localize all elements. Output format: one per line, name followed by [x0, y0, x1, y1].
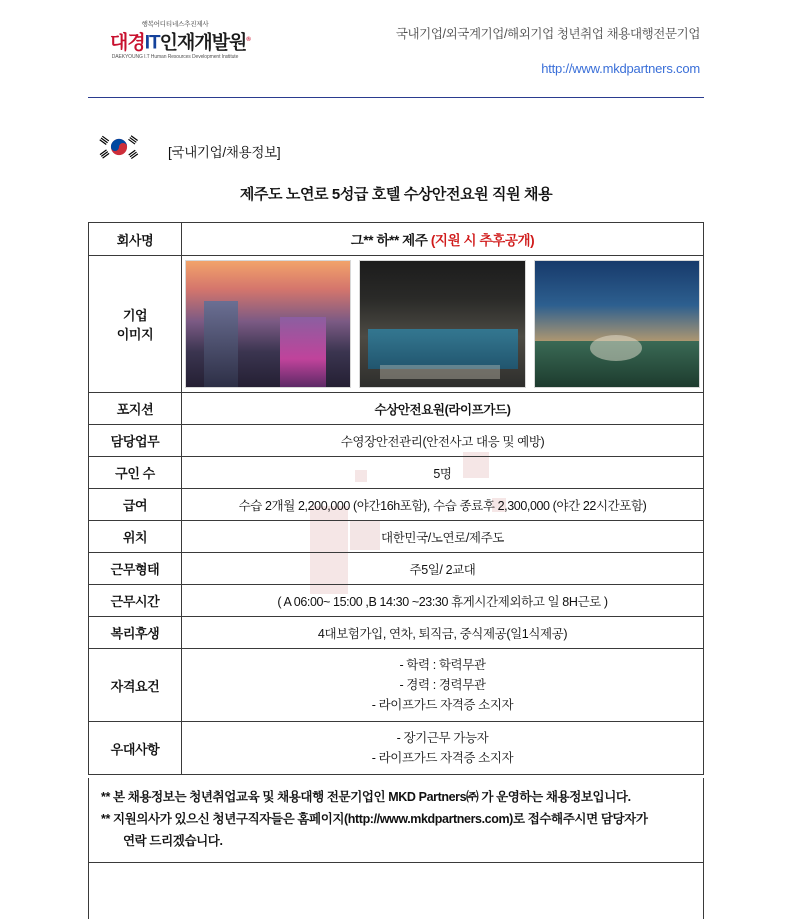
table-row	[89, 457, 704, 489]
row-value: 주5일/ 2교대	[182, 553, 704, 585]
table-row	[89, 425, 704, 457]
row-value	[182, 649, 704, 722]
row-value: 5명	[182, 457, 704, 489]
indoor-pool-photo	[359, 260, 525, 388]
row-value: 수상안전요원(라이프가드)	[182, 393, 704, 425]
row-value	[182, 722, 704, 775]
logo-it: IT	[144, 32, 160, 54]
logo-sub-line: DAEKYOUNG I.T Human Resources Development Institute	[111, 54, 239, 61]
preference-line: - 라이프가드 자격증 소지자	[371, 751, 514, 765]
hotel-exterior-photo	[185, 260, 351, 388]
header-divider	[88, 97, 704, 98]
row-label: 구인 수	[89, 457, 182, 489]
row-label: 자격요건	[89, 649, 182, 722]
footnote-line-2: ** 지원의사가 있으신 청년구직자들은 홈페이지(http://www.mkdpartners.com)로 접수해주시면 담당자가	[101, 812, 648, 826]
footnote-line-1: ** 본 채용정보는 청년취업교육 및 채용대행 전문기업인 MKD Partners㈜ 가 운영하는 채용정보입니다.	[101, 790, 631, 804]
company-name-note: (지원 시 추후공개)	[430, 233, 535, 248]
row-value: 수습 2개월 2,200,000 (야간16h포함), 수습 종료후 2,300,000 (야간 22시간포함)	[182, 489, 704, 521]
header-tagline: 국내기업/외국계기업/해외기업 청년취업 채용대행전문기업	[395, 27, 700, 41]
logo-prefix: 대경	[110, 32, 145, 54]
table-row	[89, 553, 704, 585]
table-row	[89, 489, 704, 521]
logo-wordmark	[110, 29, 250, 54]
row-label: 우대사항	[89, 722, 182, 775]
logo-suffix: 인재개발원	[159, 32, 247, 54]
page-header	[0, 0, 792, 96]
page-title: 제주도 노연로 5성급 호텔 수상안전요원 직원 채용	[239, 186, 553, 203]
job-info-table	[88, 222, 704, 775]
row-value: ( A 06:00~ 15:00 ,B 14:30 ~23:30 휴게시간제외하고 일 8H근로 )	[182, 585, 704, 617]
logo-top-line: 행복어디티네스추진제사	[141, 21, 209, 28]
company-image-strip	[185, 260, 700, 388]
row-label: 급여	[89, 489, 182, 521]
row-label: 회사명	[89, 223, 182, 256]
table-row	[89, 256, 704, 393]
korean-flag-icon	[97, 131, 141, 163]
row-label: 위치	[89, 521, 182, 553]
requirement-line: - 학력 : 학력무관	[399, 658, 486, 672]
row-value	[182, 223, 704, 256]
logo-registered-mark: ®	[246, 37, 250, 43]
table-row	[89, 649, 704, 722]
footnote-line-3: 연락 드리겠습니다.	[123, 834, 223, 848]
footnotes	[88, 778, 704, 863]
header-website-link[interactable]: http://www.mkdpartners.com	[541, 61, 700, 76]
row-label: 복리후생	[89, 617, 182, 649]
row-value: 대한민국/노연로/제주도	[182, 521, 704, 553]
row-value: 수영장안전관리(안전사고 대응 및 예방)	[182, 425, 704, 457]
category-label: [국내기업/채용정보]	[168, 145, 281, 160]
requirement-line: - 경력 : 경력무관	[399, 678, 486, 692]
row-label: 근무형태	[89, 553, 182, 585]
row-label: 담당업무	[89, 425, 182, 457]
preference-line: - 장기근무 가능자	[396, 731, 489, 745]
row-value	[182, 256, 704, 393]
table-row	[89, 722, 704, 775]
row-label: 근무시간	[89, 585, 182, 617]
row-value: 4대보험가입, 연차, 퇴직금, 중식제공(일1식제공)	[182, 617, 704, 649]
table-row	[89, 521, 704, 553]
table-row	[89, 393, 704, 425]
requirement-line: - 라이프가드 자격증 소지자	[371, 698, 514, 712]
table-row	[89, 585, 704, 617]
company-name: 그** 하** 제주	[350, 233, 428, 248]
page-bottom-frame	[88, 860, 704, 919]
company-logo	[110, 20, 250, 61]
row-label: 기업 이미지	[89, 256, 182, 393]
row-label: 포지션	[89, 393, 182, 425]
table-row	[89, 617, 704, 649]
table-row	[89, 223, 704, 256]
resort-view-photo	[534, 260, 700, 388]
